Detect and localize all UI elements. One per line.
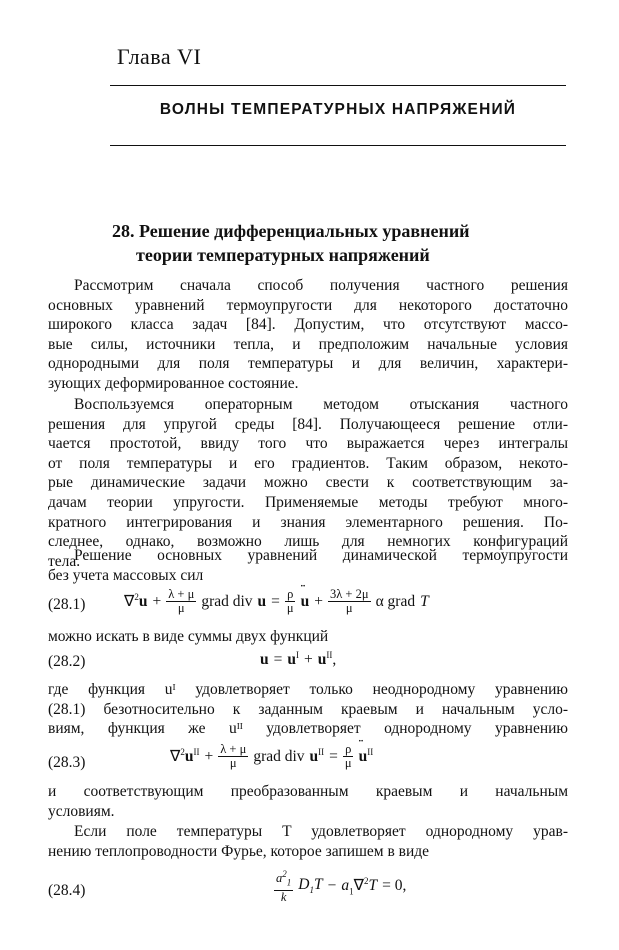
vector-u: u xyxy=(260,650,269,668)
vector-u: u xyxy=(257,592,267,610)
text-line: дачам теории упругости. Применяемые методы требуют много- xyxy=(48,493,568,511)
superscript: I xyxy=(296,650,299,660)
text-line: и соответствующим преобразованным краевым и начальным xyxy=(48,783,568,800)
equation-body xyxy=(260,650,336,669)
equation-28-4 xyxy=(48,862,568,902)
superscript: II xyxy=(318,746,325,757)
nabla-symbol: ∇ xyxy=(353,876,364,894)
operator-text: grad div xyxy=(253,747,305,765)
subscript: 1 xyxy=(286,877,292,888)
vector-u: u xyxy=(317,651,327,669)
text-line: условиям. xyxy=(48,802,115,820)
numerator: ρ xyxy=(345,742,352,756)
eq-term xyxy=(287,650,299,669)
equation-28-3 xyxy=(48,743,568,783)
eq-term xyxy=(341,876,377,896)
denominator: k xyxy=(280,889,287,904)
equals-sign: = xyxy=(273,650,283,668)
text-line: Решение основных уравнений динамической термоупругости xyxy=(74,547,568,564)
text-line: от поля температуры и его градиентов. Таким образом, некото- xyxy=(48,454,568,472)
plus-sign: + xyxy=(314,592,323,610)
plus-sign: + xyxy=(204,747,214,765)
fraction xyxy=(218,743,248,770)
paragraph-6 xyxy=(48,822,568,861)
eq-term xyxy=(170,747,200,766)
text-line: кратного интегрирования и знания элементарного решения. По- xyxy=(48,513,568,531)
temperature-symbol: T xyxy=(368,876,378,894)
nabla-symbol: ∇ xyxy=(170,748,181,766)
text-line: Если поле температуры T удовлетворяет однородному урав- xyxy=(74,823,568,840)
vector-u: u xyxy=(287,651,296,669)
equals-sign: = xyxy=(271,592,280,610)
exponent: 2 xyxy=(282,869,287,879)
top-rule xyxy=(110,85,566,86)
plus-sign: + xyxy=(152,592,162,610)
fraction xyxy=(166,588,196,615)
text-line: Воспользуемся операторным методом отыскания частного xyxy=(74,396,568,413)
eq-term xyxy=(359,747,374,766)
text-line: зующих деформированное состояние. xyxy=(48,374,299,392)
section-title-line: 28. Решение дифференциальных уравнений xyxy=(112,221,470,241)
section-title-line: теории температурных напряжений xyxy=(136,245,430,265)
equation-body xyxy=(124,588,429,615)
fraction xyxy=(328,588,371,615)
equals-sign: = xyxy=(329,747,338,765)
exponent: 2 xyxy=(363,875,369,886)
numerator: ρ xyxy=(287,587,294,601)
vector-u-ddot: ¨ u xyxy=(359,748,368,766)
exponent: 2 xyxy=(134,591,139,602)
text-line: широкого класса задач [84]. Допустим, что отсутствуют массо- xyxy=(48,316,568,334)
numerator: λ + μ xyxy=(168,587,195,601)
minus-sign: − xyxy=(327,876,337,894)
paragraph-5 xyxy=(48,782,568,821)
nabla-symbol: ∇ xyxy=(124,593,135,611)
superscript: II xyxy=(326,650,333,660)
eq-term xyxy=(318,650,337,669)
symbol-a: a xyxy=(276,871,283,886)
text-line: решения для упругой среды [84]. Получающееся решение отли- xyxy=(48,415,568,433)
text-line: вые силы, источники тепла, и предположим начальные условия xyxy=(48,335,568,353)
text-line: однородными для поля температуры и для величин, характери- xyxy=(48,355,568,373)
exponent: 2 xyxy=(180,746,185,757)
comma: , xyxy=(332,651,337,669)
equation-28-1 xyxy=(48,588,568,628)
paragraph-4 xyxy=(48,680,568,739)
eq-term xyxy=(298,876,322,895)
paragraph-after-eq1 xyxy=(48,627,568,647)
denominator: μ xyxy=(286,601,294,615)
numerator xyxy=(274,868,293,891)
equals-zero: = 0, xyxy=(382,876,407,894)
operator-text: α grad xyxy=(375,592,416,610)
fraction xyxy=(343,743,354,770)
text-line: можно искать в виде суммы двух функций xyxy=(48,628,329,645)
denominator: μ xyxy=(229,756,237,770)
text-line: тела. xyxy=(48,552,81,570)
numerator: λ + μ xyxy=(220,742,247,756)
equation-body xyxy=(170,743,373,770)
paragraph-1 xyxy=(48,276,568,394)
vector-u: u xyxy=(184,748,194,766)
equation-number: (28.4) xyxy=(48,882,86,899)
equation-number: (28.3) xyxy=(48,754,86,771)
text-line: где функция uᴵ удовлетворяет только неоднородному уравнению xyxy=(48,681,568,698)
symbol-a: a xyxy=(341,876,350,894)
section-title xyxy=(112,219,572,267)
equation-number: (28.1) xyxy=(48,596,86,613)
eq-term xyxy=(124,592,148,611)
text-line: нению теплопроводности Фурье, которое запишем в виде xyxy=(48,842,430,860)
text-line: рые динамические задачи можно свести к соответствующим за- xyxy=(48,474,568,492)
numerator: 3λ + 2μ xyxy=(330,587,369,601)
text-line: основных уравнений термоупругости для некоторого достаточно xyxy=(48,296,568,314)
text-line: следнее, однако, возможно лишь для немногих конфигураций xyxy=(48,533,568,551)
superscript: II xyxy=(193,746,200,757)
symbol-d: D xyxy=(298,876,310,894)
text-line: без учета массовых сил xyxy=(48,566,204,584)
paragraph-2 xyxy=(48,395,568,571)
plus-sign: + xyxy=(304,650,313,668)
text-line: Рассмотрим сначала способ получения частного решения xyxy=(74,277,568,294)
operator-text: grad div xyxy=(201,592,253,610)
vector-u: u xyxy=(138,593,148,611)
fraction xyxy=(285,588,296,615)
fraction xyxy=(274,868,293,904)
superscript: II xyxy=(367,746,374,757)
eq-term xyxy=(310,747,325,766)
temperature-symbol: T xyxy=(420,592,429,610)
equation-body xyxy=(274,868,406,904)
text-line: (28.1) безотносительно к заданным краевым и начальным усло- xyxy=(48,700,568,718)
chapter-label: Глава VI xyxy=(117,44,202,69)
denominator: μ xyxy=(177,601,185,615)
text-line: чается простотой, ввиду того что выражается через интегралы xyxy=(48,435,568,453)
chapter-title: ВОЛНЫ ТЕМПЕРАТУРНЫХ НАПРЯЖЕНИЙ xyxy=(159,101,517,118)
denominator: μ xyxy=(345,601,353,615)
temperature-symbol: T xyxy=(313,876,323,894)
vector-u: u xyxy=(309,748,319,766)
paragraph-3 xyxy=(48,546,568,585)
text-line: виям, функция же uᴵᴵ удовлетворяет однородному уравнению xyxy=(48,720,568,738)
vector-u-ddot: ¨ u xyxy=(301,593,310,611)
bottom-rule xyxy=(110,145,566,146)
equation-number: (28.2) xyxy=(48,653,86,670)
subscript: 1 xyxy=(309,885,314,896)
denominator: μ xyxy=(344,756,352,770)
subscript: 1 xyxy=(349,885,354,896)
